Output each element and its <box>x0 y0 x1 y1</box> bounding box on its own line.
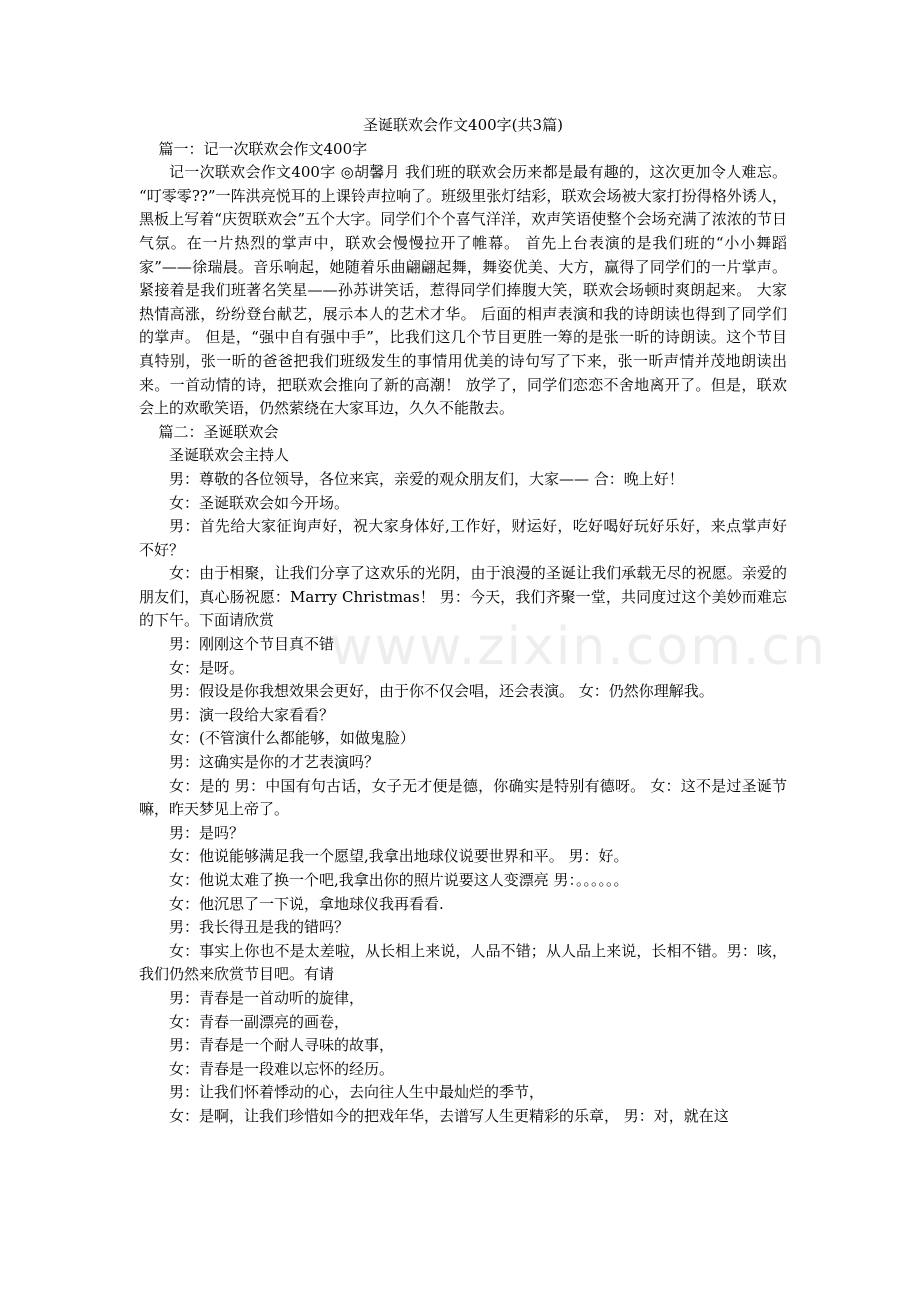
paragraph: 女：他说太难了换一个吧,我拿出你的照片说要这人变漂亮 男：。。。。。。 <box>169 871 629 889</box>
paragraph: 女：由于相聚，让我们分享了这欢乐的光阴，由于浪漫的圣诞让我们承载无尽的祝愿。亲爱的朋友们，真心肠祝愿：Marry Christmas！ 男：今天，我们齐聚一堂，共同度过这个美妙而难忘的下午。下面请欣赏 <box>139 564 787 630</box>
paragraph: 女：他沉思了一下说，拿地球仪我再看看. <box>169 894 444 913</box>
paragraph: 记一次联欢会作文400字 ◎胡馨月 我们班的联欢会历来都是最有趣的，这次更加令人难忘。 “叮零零??”一阵洪亮悦耳的上课铃声拉响了。班级里张灯结彩，联欢会场被大家打扮得格外诱人，黑板上写着“庆贺联欢会”五个大字。同学们个个喜气洋洋，欢声笑语使整个会场充满了浓浓的节日气氛。在一片热烈的掌声中，联欢会慢慢拉开了帷幕。 首先上台表演的是我们班的“小小舞蹈家”——徐瑞晨。音乐响起，她随着乐曲翩翩起舞，舞姿优美、大方，赢得了同学们的一片掌声。紧接着是我们班著名笑星——孙苏讲笑话，惹得同学们捧腹大笑，联欢会场顿时爽朗起来。 大家热情高涨，纷纷登台献艺，展示本人的艺术才华。 后面的相声表演和我的诗朗读也得到了同学们的掌声。 但是，“强中自有强中手”，比我们这几个节目更胜一筹的是张一昕的诗朗读。这个节目真特别，张一昕的爸爸把我们班级发生的事情用优美的诗句写了下来，张一昕声情并茂地朗读出来。一首动情的诗，把联欢会推向了新的高潮！ 放学了，同学们恋恋不舍地离开了。但是，联欢会上的欢歌笑语，仍然萦绕在大家耳边，久久不能散去。 <box>139 163 787 418</box>
section-heading: 篇二：圣诞联欢会 <box>158 422 279 441</box>
paragraph: 女：是呀。 <box>169 658 245 677</box>
document-title: 圣诞联欢会作文400字(共3篇) <box>363 116 563 134</box>
paragraph: 女：事实上你也不是太差啦，从长相上来说，人品不错；从人品上来说，长相不错。男：咳，我们仍然来欣赏节目吧。有请 <box>139 941 787 984</box>
paragraph: 男：青春是一个耐人寻味的故事， <box>169 1036 395 1055</box>
section-heading: 篇一：记一次联欢会作文400字 <box>158 139 368 158</box>
paragraph: 女：是啊，让我们珍惜如今的把戏年华，去谱写人生更精彩的乐章， 男：对，就在这 <box>169 1106 729 1125</box>
paragraph: 男：是吗？ <box>169 823 245 842</box>
paragraph: 男：这确实是你的才艺表演吗？ <box>169 753 380 772</box>
document-page <box>139 114 787 1129</box>
paragraph: 男：首先给大家征询声好，祝大家身体好,工作好，财运好，吃好喝好玩好乐好，来点掌声好不好？ <box>139 517 787 559</box>
paragraph: 圣诞联欢会主持人 <box>169 446 290 465</box>
paragraph: 男：刚刚这个节目真不错 <box>169 635 335 654</box>
paragraph: 男：尊敬的各位领导，各位来宾，亲爱的观众朋友们，大家—— 合：晚上好！ <box>169 469 684 488</box>
paragraph: 女：青春是一段难以忘怀的经历。 <box>169 1059 395 1078</box>
paragraph: 女：圣诞联欢会如今开场。 <box>169 493 350 512</box>
paragraph: 女：是的 男：中国有句古话，女子无才便是德，你确实是特别有德呀。 女：这不是过圣诞节嘛，昨天梦见上帝了。 <box>139 776 787 819</box>
paragraph: 女：青春一副漂亮的画卷， <box>169 1012 350 1031</box>
paragraph: 男：我长得丑是我的错吗？ <box>169 918 350 937</box>
watermark: www.zixin.com.cn <box>330 617 827 677</box>
paragraph: 女：(不管演什么都能够，如做鬼脸） <box>169 729 415 748</box>
document-body <box>139 138 787 1129</box>
paragraph: 男：假设是你我想效果会更好，由于你不仅会唱，还会表演。 女：仍然你理解我。 <box>169 682 714 701</box>
paragraph: 女：他说能够满足我一个愿望,我拿出地球仪说要世界和平。 男：好。 <box>169 847 629 866</box>
paragraph: 男：青春是一首动听的旋律， <box>169 988 365 1007</box>
paragraph: 男：演一段给大家看看？ <box>169 705 335 724</box>
paragraph: 男：让我们怀着悸动的心，去向往人生中最灿烂的季节， <box>169 1083 545 1102</box>
